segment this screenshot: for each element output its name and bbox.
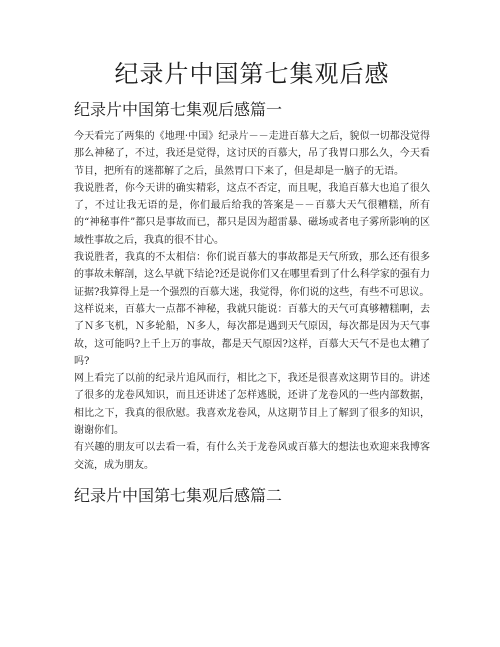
paragraph-5: 网上看完了以前的纪录片追风而行，相比之下，我还是很喜欢这期节目的。讲述了很多的龙卷风知识，而且还讲述了怎样逃脱，还讲了龙卷风的一些内部数据，相比之下，我真的很欣慰。我喜欢龙卷风，从这期节目上了解到了很多的知识，谢谢你们。: [74, 373, 430, 437]
section-heading-1: 纪录片中国第七集观后感篇一: [74, 100, 283, 119]
section-heading-2: 纪录片中国第七集观后感篇二: [74, 485, 283, 505]
document-title: 纪录片中国第七集观后感: [114, 60, 390, 88]
paragraph-6: 有兴趣的朋友可以去看一看，有什么关于龙卷风或百慕大的想法也欢迎来我博客交流，成为朋友。: [74, 442, 430, 471]
paragraph-3: 我说胜者，我真的不太相信：你们说百慕大的事故都是天气所致，那么还有很多的事故未解剖，这么早就下结论?还是说你们又在哪里看到了什么科学家的强有力证据?我算得上是一个强烈的百慕大迷，我觉得，你们说的这些，有些不可思议。: [74, 252, 430, 298]
paragraph-4: 这样说来，百慕大一点都不神秘，我就只能说：百慕大的天气可真够糟糕啊，去了Ｎ多飞机，Ｎ多轮船，Ｎ多人，每次都是遇到天气原因，每次都是因为天气事故，这可能吗?上千上万的事故，都是天气原因?这样，百慕大天气不是也太糟了吗?: [74, 303, 430, 367]
paragraph-1: 今天看完了两集的《地理·中国》纪录片－－走进百慕大之后，貌似一切都没觉得那么神秘了，不过，我还是觉得，这讨厌的百慕大，吊了我胃口那么久，今天看节目，把所有的迷都解了之后，虽然胃口下来了，但是却是一脑子的无语。: [74, 131, 430, 177]
paragraph-2: 我说胜者，你今天讲的确实精彩，这点不否定，而且呢，我追百慕大也追了很久了，不过让我无语的是，你们最后给我的答案是－－百慕大天气很糟糕，所有的“神秘事件”都只是事故而已，都只是因为超雷暴、磁场或者电子雾所影响的区域性事故之后，我真的很不甘心。: [74, 182, 430, 246]
